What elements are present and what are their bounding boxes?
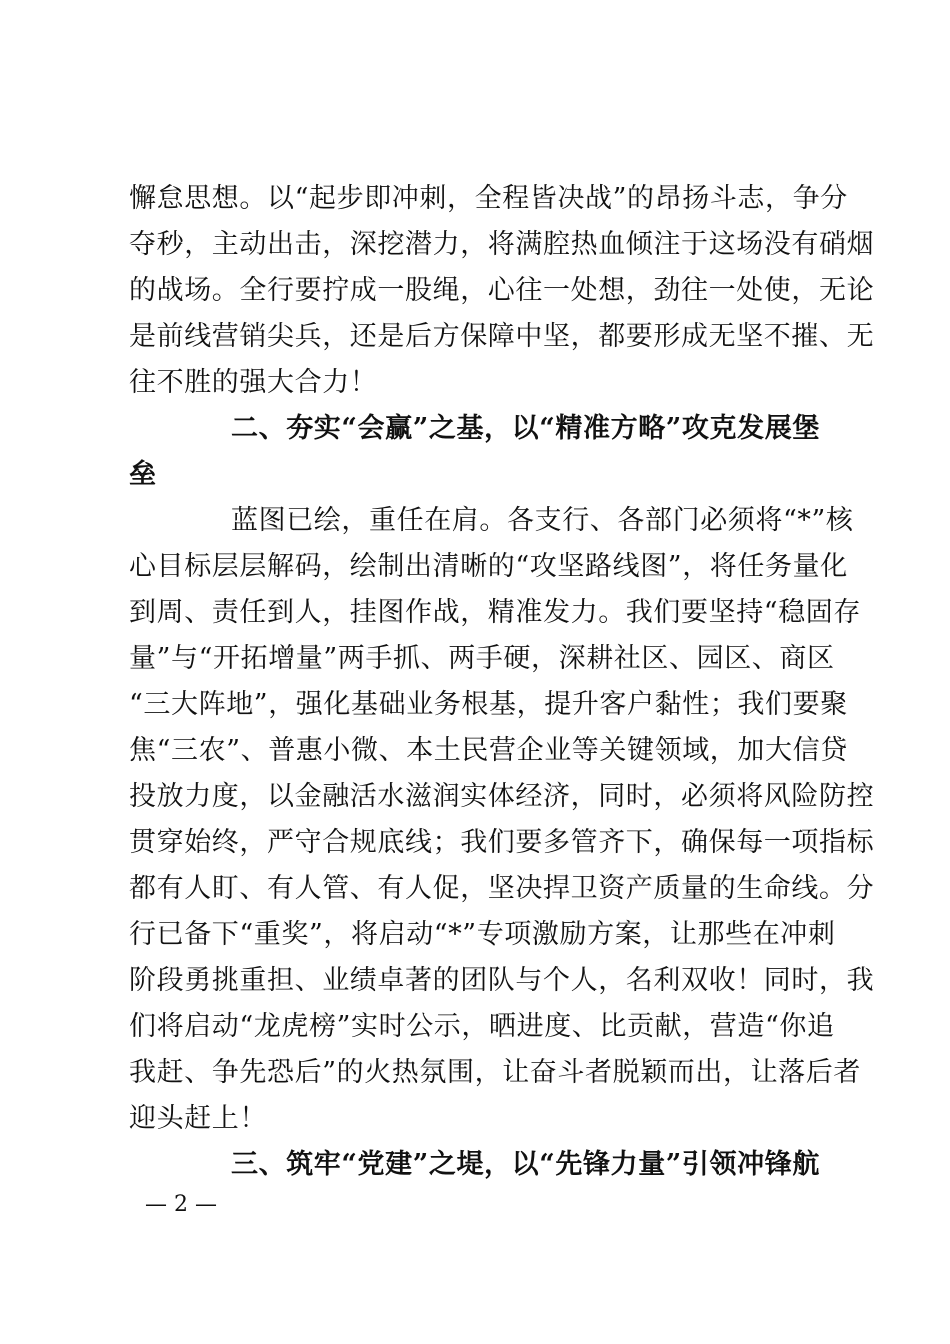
body-line: 心目标层层解码，绘制出清晰的“攻坚路线图”，将任务量化 — [129, 551, 848, 582]
body-line: 迎头赶上！ — [129, 1103, 267, 1134]
body-line: 焦“三农”、普惠小微、本土民营企业等关键领域，加大信贷 — [129, 735, 848, 766]
body-line: 是前线营销尖兵，还是后方保障中坚，都要形成无坚不摧、无 — [129, 321, 875, 352]
body-line: 到周、责任到人，挂图作战，精准发力。我们要坚持“稳固存 — [129, 597, 862, 628]
body-line: 贯穿始终，严守合规底线；我们要多管齐下，确保每一项指标 — [129, 827, 875, 858]
body-line: 往不胜的强大合力！ — [129, 367, 378, 398]
body-line: 都有人盯、有人管、有人促，坚决捍卫资产质量的生命线。分 — [129, 873, 875, 904]
section-heading-2-cont: 垒 — [129, 459, 157, 490]
body-line: 我赶、争先恐后”的火热氛围，让奋斗者脱颖而出，让落后者 — [129, 1057, 862, 1088]
body-line: 阶段勇挑重担、业绩卓著的团队与个人，名利双收！同时，我 — [129, 965, 875, 996]
body-line: 们将启动“龙虎榜”实时公示，晒进度、比贡献，营造“你追 — [129, 1011, 835, 1042]
body-line: 的战场。全行要拧成一股绳，心往一处想，劲往一处使，无论 — [129, 275, 875, 306]
body-line: 懈怠思想。以“起步即冲刺，全程皆决战”的昂扬斗志，争分 — [129, 183, 848, 214]
section-heading-2: 二、夯实“会赢”之基，以“精准方略”攻克发展堡 — [231, 413, 820, 444]
body-line: “三大阵地”，强化基础业务根基，提升客户黏性；我们要聚 — [129, 689, 848, 720]
body-line: 投放力度，以金融活水滋润实体经济，同时，必须将风险防控 — [129, 781, 875, 812]
body-line: 量”与“开拓增量”两手抓、两手硬，深耕社区、园区、商区 — [129, 643, 835, 674]
page-number: — 2 — — [145, 1192, 217, 1217]
body-line: 行已备下“重奖”，将启动“*”专项激励方案，让那些在冲刺 — [129, 919, 836, 950]
body-line: 夺秒，主动出击，深挖潜力，将满腔热血倾注于这场没有硝烟 — [129, 229, 875, 260]
body-line: 蓝图已绘，重任在肩。各支行、各部门必须将“*”核 — [231, 505, 854, 536]
section-heading-3: 三、筑牢“党建”之堤，以“先锋力量”引领冲锋航 — [231, 1149, 820, 1180]
